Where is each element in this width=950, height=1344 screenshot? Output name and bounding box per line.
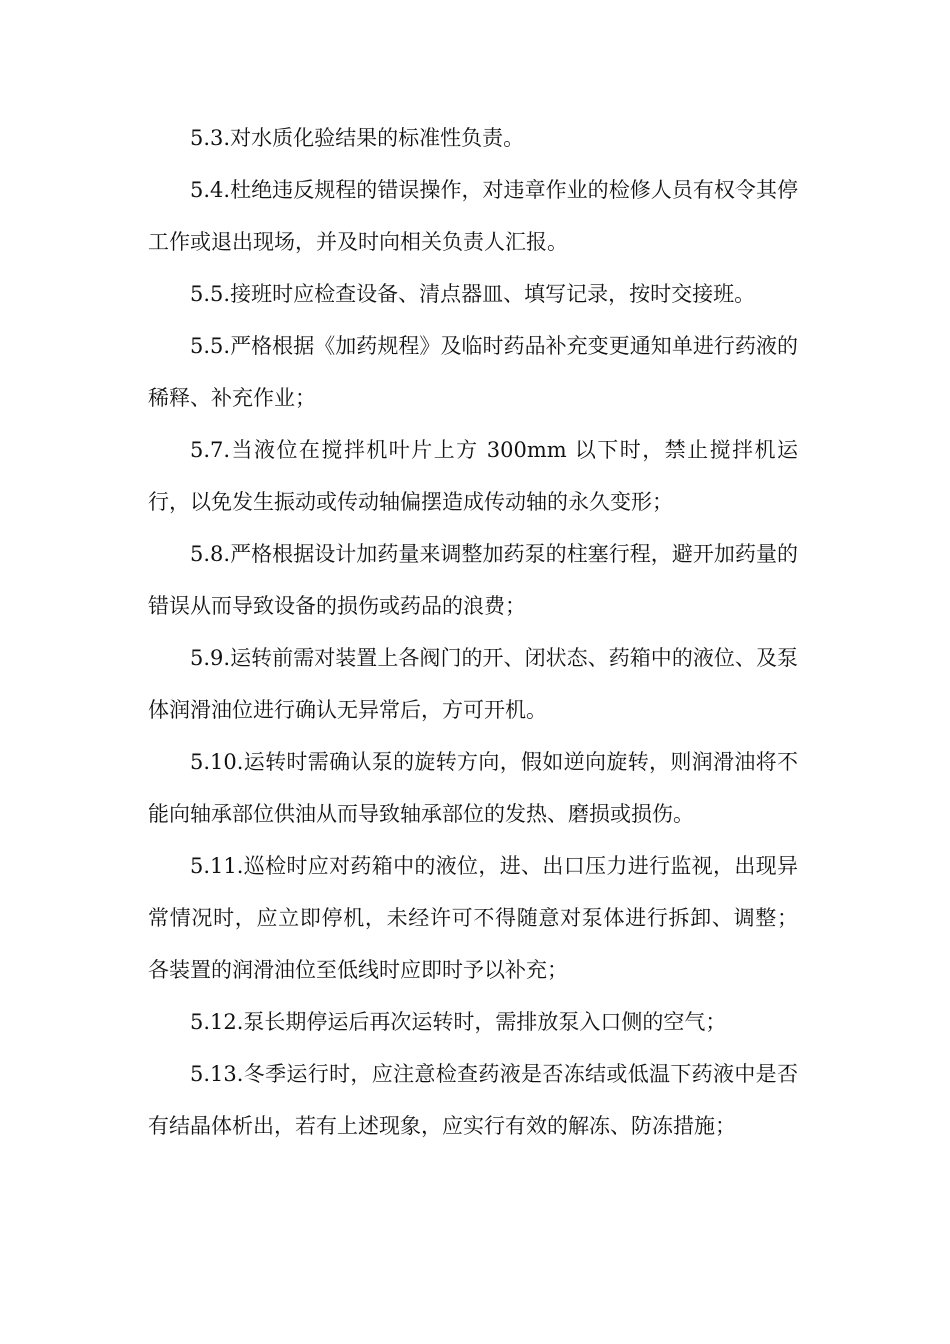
paragraph-5-7: 5.7.当液位在搅拌机叶片上方 300mm 以下时，禁止搅拌机运行，以免发生振动或传动轴偏摆造成传动轴的永久变形； [148, 438, 798, 514]
paragraph-5-13: 5.13.冬季运行时，应注意检查药液是否冻结或低温下药液中是否有结晶体析出，若有上述现象，应实行有效的解冻、防冻措施； [148, 1062, 798, 1138]
paragraph-5-4: 5.4.杜绝违反规程的错误操作，对违章作业的检修人员有权令其停工作或退出现场，并及时向相关负责人汇报。 [148, 178, 798, 254]
paragraph-5-10: 5.10.运转时需确认泵的旋转方向，假如逆向旋转，则润滑油将不能向轴承部位供油从而导致轴承部位的发热、磨损或损伤。 [148, 750, 798, 826]
paragraph-5-9: 5.9.运转前需对装置上各阀门的开、闭状态、药箱中的液位、及泵体润滑油位进行确认无异常后，方可开机。 [148, 646, 798, 722]
paragraph-5-8: 5.8.严格根据设计加药量来调整加药泵的柱塞行程，避开加药量的错误从而导致设备的损伤或药品的浪费； [148, 542, 798, 618]
paragraph-5-5-dosing: 5.5.严格根据《加药规程》及临时药品补充变更通知单进行药液的稀释、补充作业； [148, 334, 798, 410]
document-body [148, 112, 798, 1152]
paragraph-5-11: 5.11.巡检时应对药箱中的液位，进、出口压力进行监视，出现异常情况时，应立即停机，未经许可不得随意对泵体进行拆卸、调整；各装置的润滑油位至低线时应即时予以补充； [148, 854, 798, 982]
paragraph-5-12: 5.12.泵长期停运后再次运转时，需排放泵入口侧的空气； [190, 1010, 727, 1034]
paragraph-5-3: 5.3.对水质化验结果的标准性负责。 [190, 126, 525, 150]
paragraph-5-5-handover: 5.5.接班时应检查设备、清点器皿、填写记录，按时交接班。 [190, 282, 756, 306]
